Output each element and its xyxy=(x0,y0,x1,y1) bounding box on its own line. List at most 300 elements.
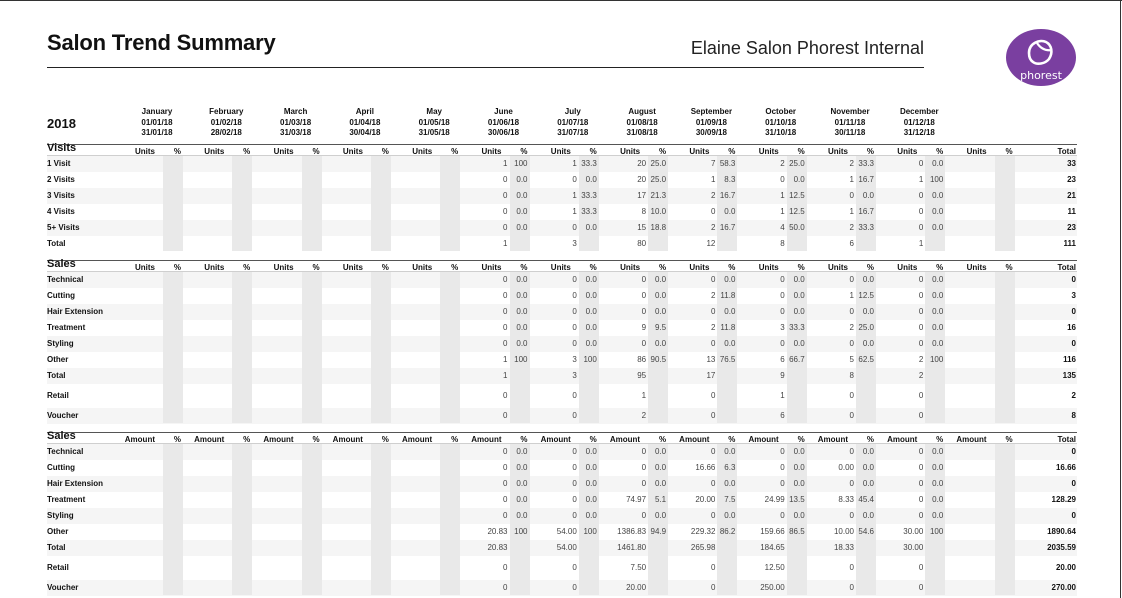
row-label: Voucher xyxy=(47,411,79,420)
cell-percent: 76.5 xyxy=(719,355,736,364)
column-header-percent: % xyxy=(936,147,944,156)
column-header-percent: % xyxy=(866,435,874,444)
cell-percent: 12.5 xyxy=(789,191,805,200)
cell-value: 0 xyxy=(918,391,924,400)
cell-percent: 0.0 xyxy=(793,463,805,472)
column-header-percent: % xyxy=(797,263,805,272)
cell-value: 0 xyxy=(849,275,854,284)
cell-value: 1 xyxy=(849,291,854,300)
cell-value: 17 xyxy=(637,191,647,200)
cell-value: 2 xyxy=(849,323,854,332)
cell-value: 0 xyxy=(503,275,508,284)
cell-value: 18.33 xyxy=(833,543,854,552)
month-header xyxy=(879,107,959,139)
cell-value: 0 xyxy=(572,563,577,572)
month-header-start: 01/09/18 xyxy=(695,117,727,127)
column-header-percent: % xyxy=(451,147,459,156)
cell-value: 0 xyxy=(849,447,854,456)
cell-value: 0 xyxy=(503,563,508,572)
cell-value: 0 xyxy=(710,583,716,592)
cell-value: 0 xyxy=(849,307,854,316)
cell-percent: 0.0 xyxy=(516,291,528,300)
column-header-percent: % xyxy=(589,263,597,272)
row-label: Hair Extension xyxy=(47,479,104,488)
column-header-units: Units xyxy=(550,147,571,156)
cell-value: 16.66 xyxy=(695,463,716,472)
row-total: 3 xyxy=(1071,291,1076,300)
cell-percent: 62.5 xyxy=(858,355,874,364)
section-divider xyxy=(47,432,1077,433)
cell-value: 0 xyxy=(503,447,508,456)
section-divider xyxy=(47,144,1077,145)
cell-percent: 0.0 xyxy=(585,479,597,488)
cell-value: 0 xyxy=(503,175,508,184)
cell-value: 0 xyxy=(918,447,924,456)
cell-value: 95 xyxy=(637,371,647,380)
cell-percent: 0.0 xyxy=(793,479,805,488)
month-header-start: 01/03/18 xyxy=(280,117,312,127)
cell-percent: 0.0 xyxy=(654,291,667,300)
column-header-percent: % xyxy=(866,147,874,156)
cell-percent: 0.0 xyxy=(516,175,528,184)
cell-percent: 0.0 xyxy=(862,479,874,488)
month-header-name: September xyxy=(690,107,733,116)
cell-percent: 0.0 xyxy=(516,223,528,232)
cell-value: 2 xyxy=(710,223,716,232)
cell-value: 8 xyxy=(849,371,854,380)
percent-column-shade xyxy=(995,156,1015,251)
cell-value: 0 xyxy=(849,391,854,400)
column-header-percent: % xyxy=(728,263,736,272)
cell-percent: 0.0 xyxy=(862,191,874,200)
row-label: Voucher xyxy=(47,583,79,592)
cell-value: 0 xyxy=(572,495,577,504)
cell-value: 250.00 xyxy=(760,583,785,592)
column-header-units: Units xyxy=(689,263,710,272)
cell-value: 4 xyxy=(780,223,785,232)
column-header-units: Units xyxy=(828,263,848,272)
percent-column-shade xyxy=(371,444,391,595)
column-header-units: Units xyxy=(620,263,641,272)
cell-value: 6 xyxy=(849,239,854,248)
cell-value: 0 xyxy=(780,511,785,520)
cell-percent: 6.3 xyxy=(724,463,736,472)
column-header-units: Units xyxy=(135,147,155,156)
cell-value: 0 xyxy=(503,191,508,200)
month-header-start: 01/06/18 xyxy=(487,117,520,127)
cell-value: 1 xyxy=(572,159,577,168)
cell-percent: 10.0 xyxy=(650,207,667,216)
cell-percent: 100 xyxy=(514,527,528,536)
cell-percent: 0.0 xyxy=(862,275,874,284)
month-header-name: August xyxy=(628,107,656,116)
column-header-amount: Amount xyxy=(887,435,918,444)
cell-value: 0 xyxy=(918,191,924,200)
column-header-units: Units xyxy=(758,147,779,156)
month-header-end: 31/03/18 xyxy=(280,128,312,137)
cell-percent: 0.0 xyxy=(724,479,736,488)
percent-column-shade xyxy=(510,156,530,251)
cell-value: 1 xyxy=(641,391,647,400)
cell-percent: 0.0 xyxy=(654,307,667,316)
row-label: Total xyxy=(47,239,66,248)
cell-value: 1386.83 xyxy=(617,527,647,536)
cell-value: 0 xyxy=(710,479,716,488)
cell-value: 2 xyxy=(710,323,716,332)
month-header-start: 01/12/18 xyxy=(903,117,935,127)
cell-percent: 7.5 xyxy=(724,495,736,504)
cell-value: 1 xyxy=(572,191,577,200)
cell-value: 0 xyxy=(918,511,924,520)
month-header-start: 01/04/18 xyxy=(349,117,381,127)
cell-value: 24.99 xyxy=(764,495,785,504)
percent-column-shade xyxy=(232,444,252,595)
cell-value: 0 xyxy=(710,511,716,520)
cell-percent: 0.0 xyxy=(516,447,528,456)
cell-percent: 0.0 xyxy=(516,323,528,332)
cell-value: 0 xyxy=(503,479,508,488)
cell-value: 229.32 xyxy=(690,527,716,536)
percent-column-shade xyxy=(856,156,876,251)
column-header-units: Units xyxy=(135,263,155,272)
cell-percent: 100 xyxy=(583,355,597,364)
column-header-total: Total xyxy=(1057,147,1076,156)
month-header-start: 01/10/18 xyxy=(765,117,797,127)
cell-value: 2 xyxy=(849,159,854,168)
month-header-end: 31/12/18 xyxy=(903,128,935,137)
cell-percent: 0.0 xyxy=(585,307,597,316)
percent-column-shade xyxy=(440,444,460,595)
cell-value: 0 xyxy=(641,275,647,284)
column-header-amount: Amount xyxy=(332,435,363,444)
column-header-amount: Amount xyxy=(124,435,155,444)
cell-percent: 33.3 xyxy=(581,159,597,168)
cell-percent: 13.5 xyxy=(789,495,805,504)
cell-percent: 0.0 xyxy=(654,511,667,520)
percent-column-shade xyxy=(163,156,183,251)
percent-column-shade xyxy=(371,272,391,423)
column-header-percent: % xyxy=(589,147,597,156)
cell-value: 20 xyxy=(637,175,647,184)
cell-percent: 0.0 xyxy=(654,275,667,284)
cell-value: 0 xyxy=(641,447,647,456)
percent-column-shade xyxy=(302,156,322,251)
cell-percent: 86.2 xyxy=(719,527,736,536)
month-header-name: July xyxy=(564,107,581,116)
cell-percent: 0.0 xyxy=(516,191,528,200)
cell-value: 12.50 xyxy=(764,563,785,572)
cell-value: 1 xyxy=(780,391,785,400)
cell-percent: 0.0 xyxy=(793,339,805,348)
month-header-end: 30/09/18 xyxy=(695,128,727,137)
cell-value: 20.00 xyxy=(626,583,647,592)
row-label: 2 Visits xyxy=(47,175,75,184)
cell-percent: 9.5 xyxy=(654,323,667,332)
month-header-end: 30/11/18 xyxy=(834,128,866,137)
cell-value: 3 xyxy=(780,323,785,332)
cell-percent: 0.0 xyxy=(724,207,736,216)
cell-value: 0 xyxy=(918,495,924,504)
cell-percent: 0.0 xyxy=(516,511,528,520)
cell-percent: 0.0 xyxy=(516,495,528,504)
cell-percent: 0.0 xyxy=(932,511,944,520)
cell-percent: 16.7 xyxy=(858,207,874,216)
month-header-end: 31/10/18 xyxy=(765,128,797,137)
cell-value: 0 xyxy=(641,511,647,520)
cell-value: 6 xyxy=(780,411,785,420)
month-header-end: 30/06/18 xyxy=(487,128,520,137)
cell-value: 0 xyxy=(641,463,647,472)
cell-percent: 58.3 xyxy=(719,159,736,168)
cell-percent: 0.0 xyxy=(654,339,667,348)
cell-percent: 0.0 xyxy=(516,479,528,488)
cell-percent: 8.3 xyxy=(724,175,736,184)
cell-percent: 0.0 xyxy=(654,463,667,472)
cell-percent: 0.0 xyxy=(862,307,874,316)
column-header-units: Units xyxy=(620,147,641,156)
cell-value: 0 xyxy=(503,207,508,216)
row-label: Retail xyxy=(47,563,69,572)
cell-value: 0 xyxy=(780,479,785,488)
row-label: Styling xyxy=(47,339,74,348)
cell-value: 0 xyxy=(503,463,508,472)
cell-percent: 50.0 xyxy=(789,223,805,232)
cell-percent: 0.0 xyxy=(585,291,597,300)
cell-percent: 0.0 xyxy=(585,275,597,284)
column-header-percent: % xyxy=(797,435,805,444)
cell-value: 0 xyxy=(710,391,716,400)
column-header-units: Units xyxy=(204,147,225,156)
cell-value: 0 xyxy=(641,479,647,488)
report-year: 2018 xyxy=(47,116,76,131)
cell-value: 20.83 xyxy=(487,527,508,536)
cell-percent: 0.0 xyxy=(724,307,736,316)
cell-percent: 0.0 xyxy=(516,307,528,316)
month-header xyxy=(186,107,266,139)
cell-value: 0 xyxy=(710,339,716,348)
row-total: 0 xyxy=(1071,275,1076,284)
cell-percent: 0.0 xyxy=(724,447,736,456)
row-total: 23 xyxy=(1067,175,1076,184)
cell-percent: 21.3 xyxy=(650,191,667,200)
column-header-percent: % xyxy=(381,263,389,272)
percent-column-shade xyxy=(717,156,737,251)
cell-value: 0 xyxy=(641,291,647,300)
month-header-name: February xyxy=(209,107,244,116)
column-header-percent: % xyxy=(173,147,181,156)
cell-percent: 0.0 xyxy=(862,463,874,472)
row-total: 0 xyxy=(1071,479,1076,488)
row-total: 116 xyxy=(1063,355,1076,364)
cell-value: 0 xyxy=(780,175,785,184)
cell-value: 30.00 xyxy=(903,543,924,552)
row-total: 16.66 xyxy=(1055,463,1076,472)
cell-value: 0 xyxy=(780,463,785,472)
cell-percent: 18.8 xyxy=(650,223,667,232)
column-header-total: Total xyxy=(1057,435,1076,444)
cell-value: 0 xyxy=(503,511,508,520)
row-total: 8 xyxy=(1071,411,1076,420)
month-header xyxy=(810,107,890,139)
row-total: 2 xyxy=(1071,391,1076,400)
cell-value: 0 xyxy=(780,339,785,348)
cell-value: 6 xyxy=(780,355,785,364)
month-header-name: June xyxy=(494,107,513,116)
cell-percent: 12.5 xyxy=(789,207,805,216)
column-header-units: Units xyxy=(481,263,502,272)
month-header-start: 01/02/18 xyxy=(210,117,242,127)
cell-value: 2 xyxy=(780,159,785,168)
month-header xyxy=(394,107,474,139)
percent-column-shade xyxy=(302,444,322,595)
cell-percent: 0.0 xyxy=(932,291,944,300)
salon-name: Elaine Salon Phorest Internal xyxy=(690,38,924,58)
section-divider xyxy=(47,260,1077,261)
percent-column-shade xyxy=(925,156,945,251)
column-header-units: Units xyxy=(897,147,918,156)
cell-percent: 0.0 xyxy=(932,323,944,332)
month-header xyxy=(256,107,336,139)
cell-value: 0 xyxy=(710,207,716,216)
cell-percent: 0.0 xyxy=(516,275,528,284)
cell-value: 2 xyxy=(918,371,924,380)
month-header-start: 01/07/18 xyxy=(557,117,589,127)
cell-value: 20.00 xyxy=(695,495,716,504)
cell-value: 0 xyxy=(572,291,577,300)
cell-value: 1 xyxy=(710,175,716,184)
cell-value: 2 xyxy=(641,411,647,420)
cell-value: 0 xyxy=(503,323,508,332)
cell-percent: 0.0 xyxy=(585,339,597,348)
cell-value: 0 xyxy=(918,563,924,572)
column-header-amount: Amount xyxy=(679,435,710,444)
cell-percent: 0.0 xyxy=(654,447,667,456)
cell-value: 86 xyxy=(637,355,647,364)
row-label: Treatment xyxy=(47,495,86,504)
cell-value: 184.65 xyxy=(760,543,785,552)
cell-value: 0 xyxy=(918,583,924,592)
cell-value: 265.98 xyxy=(690,543,716,552)
cell-value: 0 xyxy=(849,511,854,520)
column-header-percent: % xyxy=(451,263,459,272)
cell-value: 30.00 xyxy=(903,527,924,536)
column-header-amount: Amount xyxy=(817,435,848,444)
cell-percent: 0.0 xyxy=(585,175,597,184)
column-header-units: Units xyxy=(412,147,433,156)
row-total: 16 xyxy=(1067,323,1076,332)
cell-value: 54.00 xyxy=(556,543,577,552)
column-header-percent: % xyxy=(866,263,874,272)
cell-percent: 0.0 xyxy=(793,307,805,316)
cell-value: 0 xyxy=(572,463,577,472)
column-header-total: Total xyxy=(1057,263,1076,272)
cell-value: 0 xyxy=(918,291,924,300)
cell-value: 0 xyxy=(572,479,577,488)
column-header-units: Units xyxy=(758,263,779,272)
cell-percent: 100 xyxy=(583,527,597,536)
cell-percent: 33.3 xyxy=(581,207,597,216)
column-header-percent: % xyxy=(312,147,320,156)
cell-value: 0 xyxy=(572,223,577,232)
cell-percent: 0.0 xyxy=(862,339,874,348)
cell-percent: 0.0 xyxy=(516,207,528,216)
column-header-percent: % xyxy=(797,147,805,156)
cell-percent: 100 xyxy=(514,355,528,364)
cell-value: 20.83 xyxy=(487,543,508,552)
cell-value: 0 xyxy=(503,307,508,316)
section-title: Sales xyxy=(47,258,76,270)
cell-value: 2 xyxy=(918,355,924,364)
row-total: 0 xyxy=(1071,447,1076,456)
cell-value: 0 xyxy=(918,275,924,284)
month-header-name: October xyxy=(765,107,797,116)
cell-value: 2 xyxy=(710,291,716,300)
cell-value: 1 xyxy=(780,207,785,216)
column-header-units: Units xyxy=(481,147,502,156)
cell-value: 0 xyxy=(503,291,508,300)
cell-value: 0 xyxy=(780,275,785,284)
column-header-percent: % xyxy=(243,435,251,444)
cell-percent: 16.7 xyxy=(858,175,874,184)
percent-column-shade xyxy=(648,156,668,251)
column-header-units: Units xyxy=(342,147,363,156)
cell-percent: 33.3 xyxy=(858,159,874,168)
percent-column-shade xyxy=(302,272,322,423)
cell-percent: 0.0 xyxy=(793,511,805,520)
cell-value: 10.00 xyxy=(833,527,854,536)
row-total: 128.29 xyxy=(1051,495,1076,504)
cell-percent: 45.4 xyxy=(858,495,874,504)
cell-percent: 0.0 xyxy=(932,307,944,316)
cell-value: 0 xyxy=(849,191,854,200)
month-header-name: January xyxy=(141,107,173,116)
cell-value: 1 xyxy=(503,355,508,364)
cell-value: 7 xyxy=(710,159,716,168)
cell-value: 0 xyxy=(572,447,577,456)
row-label: Total xyxy=(47,371,66,380)
column-header-units: Units xyxy=(897,263,918,272)
cell-value: 0 xyxy=(849,563,854,572)
row-total: 0 xyxy=(1071,511,1076,520)
column-header-units: Units xyxy=(204,263,225,272)
cell-value: 1 xyxy=(849,207,854,216)
cell-value: 0 xyxy=(572,511,577,520)
cell-value: 0 xyxy=(503,411,508,420)
cell-value: 0 xyxy=(710,447,716,456)
column-header-percent: % xyxy=(520,147,528,156)
month-header xyxy=(741,107,821,139)
column-header-amount: Amount xyxy=(194,435,225,444)
cell-percent: 0.0 xyxy=(932,191,944,200)
column-header-percent: % xyxy=(312,435,320,444)
percent-column-shade xyxy=(163,444,183,595)
cell-percent: 16.7 xyxy=(719,191,736,200)
column-header-percent: % xyxy=(243,147,251,156)
column-header-units: Units xyxy=(689,147,710,156)
cell-value: 0 xyxy=(572,175,577,184)
cell-percent: 66.7 xyxy=(789,355,805,364)
month-header xyxy=(602,107,682,139)
cell-value: 74.97 xyxy=(626,495,647,504)
cell-percent: 54.6 xyxy=(858,527,874,536)
cell-value: 0 xyxy=(503,391,508,400)
month-header-end: 31/08/18 xyxy=(626,128,658,137)
cell-percent: 100 xyxy=(929,355,944,364)
column-header-units: Units xyxy=(966,263,987,272)
cell-percent: 0.0 xyxy=(862,447,874,456)
column-header-percent: % xyxy=(173,435,181,444)
percent-column-shade xyxy=(440,156,460,251)
